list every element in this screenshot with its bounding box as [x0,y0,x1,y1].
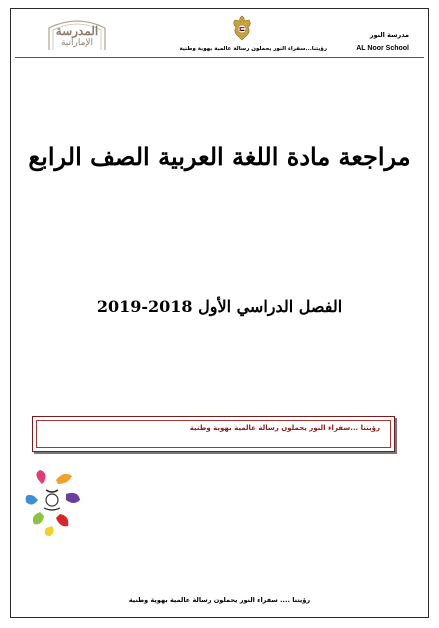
page-header [11,9,428,61]
footer-slogan: رؤيتنا .... سفراء النور يحملون رسالة عالمية بهوية وطنية [128,596,311,604]
term-subtitle: الفصل الدراسي الأول 2018-2019 [96,297,343,316]
document-title: مراجعة مادة اللغة العربية الصف الرابع [28,142,411,171]
decorative-arabic-calligraphy-icon [22,466,84,538]
school-name-arabic: مدرسة النور [369,31,409,39]
header-divider [15,57,424,58]
vision-box [32,416,395,452]
school-name-english: AL Noor School [356,45,409,52]
uae-emblem-icon [230,14,254,42]
emirati-school-logo [43,18,111,52]
vision-text: رؤيتنا ...سفراء النور يحملون رسالة عالمية بهوية وطنية [189,424,380,432]
logo-line-1: المدرسة [55,24,99,38]
header-slogan: رؤيتنا...سفراء النور يحملون رسالة عالمية بهوية وطنية [179,46,327,52]
logo-line-2: الإماراتية [60,38,94,48]
